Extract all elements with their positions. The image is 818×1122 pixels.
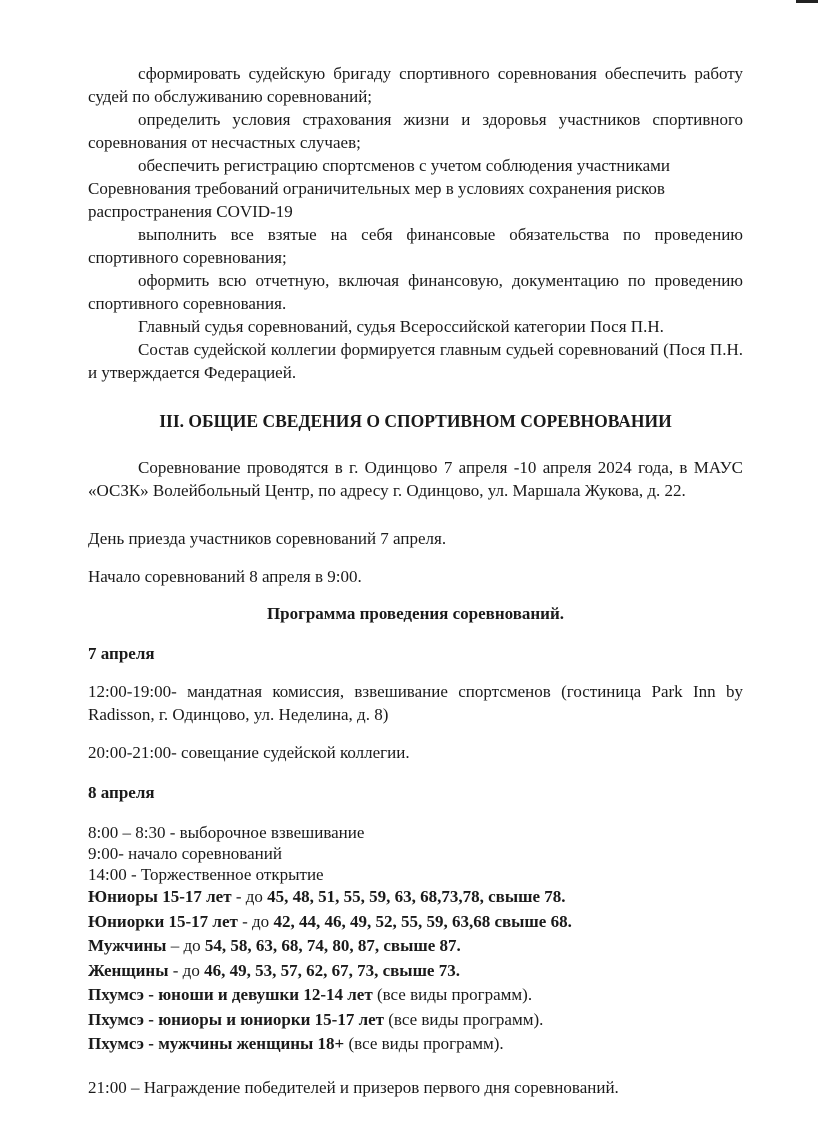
document-page xyxy=(88,62,743,1099)
schedule-item: 14:00 - Торжественное открытие xyxy=(88,865,324,884)
category-name: Юниорки 15-17 лет xyxy=(88,911,238,931)
category-name: Мужчины xyxy=(88,936,167,955)
paragraph: обеспечить регистрацию спортсменов с учетом соблюдения участниками Соревнования требований ограничительных мер в условиях сохранения рисков распространения COVID-19 xyxy=(88,156,671,221)
scan-edge-mark xyxy=(796,0,818,3)
category-values: 54, 58, 63, 68, 74, 80, 87, свыше 87. xyxy=(204,936,461,955)
venue-paragraph: Соревнование проводятся в г. Одинцово 7 апреля -10 апреля 2024 года, в МАУС «ОСЗК» Волейбольный Центр, по адресу г. Одинцово, ул. Маршала Жукова, д. 22. xyxy=(88,458,743,500)
paragraph: Главный судья соревнований, судья Всероссийской категории Пося П.Н. xyxy=(138,317,664,336)
arrival-text: День приезда участников соревнований 7 апреля. xyxy=(88,529,447,548)
pkhumse-note: (все виды программ). xyxy=(344,1034,504,1053)
pkhumse-name: Пхумсэ - мужчины женщины 18+ xyxy=(88,1034,345,1053)
paragraph: определить условия страхования жизни и здоровья участников спортивного соревнования от несчастных случаев; xyxy=(88,110,743,152)
category-sep: - до xyxy=(237,911,274,931)
paragraph: выполнить все взятые на себя финансовые обязательства по проведению спортивного соревнования; xyxy=(88,225,743,267)
pkhumse-note: (все виды программ). xyxy=(384,1009,544,1029)
pkhumse-note: (все виды программ). xyxy=(372,985,533,1004)
category-name: Юниоры 15-17 лет xyxy=(88,887,232,906)
schedule-item: 8:00 – 8:30 - выборочное взвешивание xyxy=(88,823,365,842)
category-sep: – до xyxy=(166,936,205,955)
category-sep: - до xyxy=(231,887,268,906)
section-title: III. ОБЩИЕ СВЕДЕНИЯ О СПОРТИВНОМ СОРЕВНОВАНИИ xyxy=(159,411,672,431)
paragraph: Состав судейской коллегии формируется главным судьей соревнований (Пося П.Н. и утверждается Федерацией. xyxy=(88,340,743,382)
schedule-item: 20:00-21:00- совещание судейской коллегии. xyxy=(88,743,410,762)
weight-category xyxy=(88,910,743,935)
category-values: 45, 48, 51, 55, 59, 63, 68,73,78, свыше 78. xyxy=(267,887,566,906)
program-title: Программа проведения соревнований. xyxy=(266,604,565,623)
weight-category xyxy=(88,959,743,984)
start-text: Начало соревнований 8 апреля в 9:00. xyxy=(88,567,362,586)
pkhumse-name: Пхумсэ - юниоры и юниорки 15-17 лет xyxy=(88,1009,385,1029)
category-values: 42, 44, 46, 49, 52, 55, 59, 63,68 свыше 68. xyxy=(273,911,572,931)
weight-category xyxy=(88,885,743,910)
day-heading: 8 апреля xyxy=(88,783,155,802)
pkhumse-category xyxy=(88,1008,743,1033)
paragraph: сформировать судейскую бригаду спортивного соревнования обеспечить работу судей по обслуживанию соревнований; xyxy=(88,64,743,106)
paragraph: оформить всю отчетную, включая финансовую, документацию по проведению спортивного соревнования. xyxy=(88,271,743,313)
schedule-item: 12:00-19:00- мандатная комиссия, взвешивание спортсменов (гостиница Park Inn by Radisson, г. Одинцово, ул. Неделина, д. 8) xyxy=(88,682,743,724)
schedule-item: 9:00- начало соревнований xyxy=(88,844,282,863)
weight-category xyxy=(88,934,743,959)
category-name: Женщины xyxy=(88,960,169,980)
pkhumse-category xyxy=(88,983,743,1008)
category-sep: - до xyxy=(168,960,205,980)
pkhumse-name: Пхумсэ - юноши и девушки 12-14 лет xyxy=(88,985,373,1004)
awards-text: 21:00 – Награждение победителей и призеров первого дня соревнований. xyxy=(88,1077,619,1097)
category-values: 46, 49, 53, 57, 62, 67, 73, свыше 73. xyxy=(204,960,460,980)
pkhumse-category xyxy=(88,1032,743,1057)
day-heading: 7 апреля xyxy=(88,644,155,663)
